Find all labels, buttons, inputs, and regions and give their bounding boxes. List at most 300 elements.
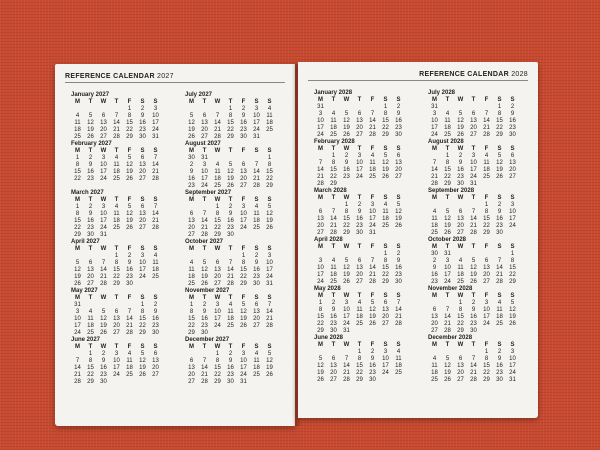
day-cell: 23	[139, 127, 146, 133]
day-cell: 16	[87, 169, 94, 175]
month-block	[314, 335, 412, 384]
weekday-label: S	[267, 295, 272, 301]
day-cell: 28	[214, 134, 221, 140]
day-cell: 19	[266, 365, 273, 371]
day-cell: 6	[458, 356, 463, 362]
day-cell: 8	[215, 358, 220, 364]
day-cell: 3	[75, 309, 80, 315]
header-rule	[308, 80, 528, 81]
day-cell: 24	[509, 370, 516, 376]
day-cell: 27	[356, 279, 363, 285]
day-cell: 22	[113, 274, 120, 280]
day-cell: 29	[382, 132, 389, 138]
day-cell: 23	[343, 174, 350, 180]
weekday-label: S	[254, 295, 259, 301]
month-grid	[185, 197, 283, 239]
day-cell	[467, 104, 480, 111]
month-column	[185, 92, 283, 386]
day-cell: 22	[343, 223, 350, 229]
day-cell: 6	[318, 209, 323, 215]
day-cell: 5	[471, 258, 476, 264]
day-cell: 22	[266, 176, 273, 182]
header-title: REFERENCE CALENDAR	[419, 71, 509, 78]
day-cell: 8	[445, 160, 450, 166]
day-cell	[136, 232, 149, 239]
day-cell: 25	[113, 176, 120, 182]
day-cell: 11	[496, 307, 503, 313]
day-cell: 28	[330, 230, 337, 236]
weekday-label: F	[370, 244, 375, 250]
day-cell: 11	[214, 169, 221, 175]
weekday-label: M	[75, 148, 80, 154]
month-block	[428, 335, 526, 384]
day-cell: 1	[383, 251, 388, 257]
weekday-label: T	[114, 246, 119, 252]
day-cell	[340, 181, 353, 188]
day-cell	[110, 302, 123, 309]
weekday-label: T	[331, 146, 336, 152]
day-cell: 1	[484, 349, 489, 355]
day-cell: 13	[152, 358, 159, 364]
day-cell: 29	[188, 330, 195, 336]
day-cell: 29	[382, 279, 389, 285]
day-cell: 21	[369, 125, 376, 131]
day-cell: 2	[153, 302, 158, 308]
day-cell: 9	[458, 160, 463, 166]
day-cell: 6	[357, 111, 362, 117]
day-cell: 18	[395, 363, 402, 369]
day-cell: 6	[140, 204, 145, 210]
month-title: January 2027	[71, 92, 110, 98]
day-cell: 15	[74, 218, 81, 224]
day-cell: 16	[126, 267, 133, 273]
day-cell: 26	[509, 321, 516, 327]
day-cell: 12	[126, 162, 133, 168]
day-cell: 4	[215, 162, 220, 168]
day-cell: 29	[356, 377, 363, 383]
weekday-label: T	[228, 148, 233, 154]
day-cell: 25	[330, 279, 337, 285]
weekday-label: W	[343, 293, 350, 299]
day-cell: 10	[343, 307, 350, 313]
day-cell: 24	[509, 223, 516, 229]
day-cell: 3	[432, 111, 437, 117]
day-cell: 24	[343, 321, 350, 327]
day-cell: 4	[75, 113, 80, 119]
day-cell: 30	[100, 379, 107, 385]
day-cell: 25	[369, 174, 376, 180]
month-grid	[71, 295, 169, 337]
day-cell: 20	[152, 365, 159, 371]
day-cell	[353, 251, 366, 258]
weekday-label: M	[318, 195, 323, 201]
day-cell: 23	[496, 370, 503, 376]
day-cell: 10	[470, 160, 477, 166]
day-cell: 19	[496, 167, 503, 173]
day-cell: 13	[457, 363, 464, 369]
weekday-label: F	[370, 195, 375, 201]
day-cell: 10	[240, 358, 247, 364]
day-cell: 21	[444, 321, 451, 327]
month-block	[71, 239, 169, 288]
day-cell: 11	[431, 216, 438, 222]
day-cell: 10	[240, 211, 247, 217]
day-cell: 31	[369, 230, 376, 236]
weekday-label: T	[114, 197, 119, 203]
day-cell: 9	[101, 358, 106, 364]
weekday-label: T	[228, 246, 233, 252]
weekday-label: M	[318, 293, 323, 299]
weekday-label: S	[383, 244, 388, 250]
day-cell: 12	[100, 316, 107, 322]
weekday-label: S	[497, 146, 502, 152]
day-cell: 8	[215, 211, 220, 217]
weekday-label: F	[484, 195, 489, 201]
day-cell: 15	[444, 167, 451, 173]
weekday-label: S	[510, 97, 515, 103]
day-cell: 7	[318, 160, 323, 166]
day-cell: 25	[483, 174, 490, 180]
day-cell: 11	[266, 113, 273, 119]
weekday-label: S	[254, 148, 259, 154]
day-cell: 12	[266, 211, 273, 217]
weekday-label: F	[241, 344, 246, 350]
day-cell: 27	[470, 132, 477, 138]
day-cell: 2	[331, 300, 336, 306]
day-cell: 24	[431, 132, 438, 138]
day-cell: 4	[383, 202, 388, 208]
day-cell: 8	[458, 307, 463, 313]
day-cell	[71, 253, 84, 260]
day-cell: 23	[152, 323, 159, 329]
day-cell: 25	[266, 127, 273, 133]
day-cell: 16	[227, 365, 234, 371]
day-cell: 24	[139, 274, 146, 280]
day-cell: 17	[369, 216, 376, 222]
day-cell: 29	[214, 232, 221, 238]
month-title: June 2027	[71, 337, 101, 343]
day-cell: 15	[87, 365, 94, 371]
day-cell: 4	[331, 258, 336, 264]
day-cell	[340, 349, 353, 356]
day-cell: 4	[484, 153, 489, 159]
day-cell: 11	[74, 120, 81, 126]
day-cell: 4	[331, 111, 336, 117]
day-cell: 21	[483, 125, 490, 131]
weekday-label: S	[497, 342, 502, 348]
day-cell: 31	[240, 379, 247, 385]
day-cell	[84, 302, 97, 309]
day-cell: 28	[253, 183, 260, 189]
day-cell: 13	[317, 216, 324, 222]
day-cell: 6	[510, 153, 515, 159]
day-cell	[224, 253, 237, 260]
day-cell	[506, 230, 519, 237]
day-cell: 26	[382, 174, 389, 180]
day-cell: 13	[139, 211, 146, 217]
day-cell: 28	[113, 134, 120, 140]
day-cell: 21	[470, 370, 477, 376]
day-cell: 24	[317, 132, 324, 138]
day-cell: 4	[153, 253, 158, 259]
weekday-label: F	[127, 197, 132, 203]
day-cell: 5	[344, 258, 349, 264]
day-cell: 23	[395, 272, 402, 278]
day-cell	[84, 253, 97, 260]
day-cell	[198, 351, 211, 358]
month-grid	[428, 146, 526, 188]
day-cell: 23	[395, 125, 402, 131]
day-cell: 26	[74, 281, 81, 287]
day-cell: 6	[153, 351, 158, 357]
day-cell: 23	[87, 225, 94, 231]
day-cell: 15	[74, 169, 81, 175]
day-cell: 22	[139, 323, 146, 329]
day-cell: 3	[318, 111, 323, 117]
weekday-label: F	[241, 148, 246, 154]
day-cell	[123, 302, 136, 309]
day-cell: 17	[266, 267, 273, 273]
day-cell: 19	[139, 365, 146, 371]
day-cell: 11	[330, 265, 337, 271]
day-cell: 29	[483, 377, 490, 383]
day-cell: 13	[431, 314, 438, 320]
day-cell: 20	[201, 127, 208, 133]
day-cell: 10	[266, 260, 273, 266]
day-cell: 21	[496, 272, 503, 278]
weekday-label: S	[396, 195, 401, 201]
weekday-label: S	[140, 295, 145, 301]
day-cell: 4	[114, 204, 119, 210]
day-cell: 10	[100, 162, 107, 168]
day-cell: 5	[189, 113, 194, 119]
day-cell: 31	[317, 104, 324, 110]
weekday-label: T	[88, 197, 93, 203]
weekday-label: F	[241, 99, 246, 105]
day-cell: 6	[189, 358, 194, 364]
day-cell: 20	[100, 127, 107, 133]
day-cell	[454, 202, 467, 209]
day-cell: 15	[382, 118, 389, 124]
day-cell	[366, 328, 379, 335]
day-cell: 8	[75, 211, 80, 217]
day-cell: 1	[228, 106, 233, 112]
day-cell: 3	[241, 351, 246, 357]
day-cell: 8	[357, 356, 362, 362]
day-cell: 20	[253, 316, 260, 322]
day-cell: 4	[267, 106, 272, 112]
day-cell: 27	[214, 281, 221, 287]
weekday-label: W	[457, 195, 464, 201]
day-cell	[250, 155, 263, 162]
day-cell: 26	[227, 183, 234, 189]
day-cell: 14	[470, 216, 477, 222]
day-cell: 18	[431, 223, 438, 229]
day-cell: 13	[113, 316, 120, 322]
weekday-label: S	[267, 99, 272, 105]
day-cell: 18	[87, 323, 94, 329]
day-cell: 14	[330, 216, 337, 222]
month-block	[71, 141, 169, 190]
day-cell	[366, 251, 379, 258]
weekday-label: M	[432, 342, 437, 348]
day-cell: 2	[228, 204, 233, 210]
day-cell: 1	[497, 104, 502, 110]
weekday-label: F	[127, 148, 132, 154]
day-cell: 16	[356, 216, 363, 222]
day-cell: 26	[126, 176, 133, 182]
day-cell: 30	[356, 230, 363, 236]
day-cell	[493, 251, 506, 258]
day-cell: 20	[214, 274, 221, 280]
day-cell: 7	[370, 111, 375, 117]
weekday-label: T	[445, 342, 450, 348]
day-cell: 29	[483, 230, 490, 236]
day-cell: 28	[496, 279, 503, 285]
day-cell: 22	[126, 127, 133, 133]
weekday-label: W	[100, 344, 107, 350]
day-cell: 16	[152, 316, 159, 322]
month-block	[428, 90, 526, 139]
day-cell: 12	[74, 267, 81, 273]
day-cell: 9	[396, 258, 401, 264]
day-cell: 13	[201, 120, 208, 126]
day-cell: 3	[101, 155, 106, 161]
day-cell: 14	[152, 162, 159, 168]
day-cell: 7	[471, 209, 476, 215]
day-cell: 3	[267, 253, 272, 259]
day-cell	[340, 251, 353, 258]
day-cell: 11	[431, 363, 438, 369]
day-cell: 8	[114, 260, 119, 266]
day-cell: 7	[228, 260, 233, 266]
day-cell: 17	[317, 125, 324, 131]
day-cell: 7	[75, 358, 80, 364]
day-cell: 18	[330, 272, 337, 278]
day-cell: 1	[445, 153, 450, 159]
day-cell: 30	[330, 328, 337, 334]
weekday-label: M	[75, 99, 80, 105]
day-cell: 7	[114, 113, 119, 119]
header-rule	[65, 82, 285, 83]
day-cell: 26	[470, 279, 477, 285]
weekday-label: W	[343, 195, 350, 201]
header-title: REFERENCE CALENDAR	[65, 73, 155, 80]
day-cell: 23	[253, 274, 260, 280]
day-cell: 10	[100, 211, 107, 217]
day-cell: 15	[343, 216, 350, 222]
weekday-label: T	[202, 246, 207, 252]
day-cell	[314, 251, 327, 258]
day-cell: 21	[395, 314, 402, 320]
day-cell: 31	[266, 281, 273, 287]
weekday-label: S	[153, 197, 158, 203]
weekday-label: S	[383, 146, 388, 152]
day-cell: 16	[201, 316, 208, 322]
weekday-label: T	[88, 148, 93, 154]
weekday-label: F	[127, 344, 132, 350]
day-cell: 3	[370, 202, 375, 208]
day-cell: 27	[139, 176, 146, 182]
day-cell: 6	[383, 300, 388, 306]
day-cell: 18	[496, 314, 503, 320]
day-cell: 27	[100, 134, 107, 140]
day-cell: 18	[227, 316, 234, 322]
weekday-label: M	[189, 148, 194, 154]
weekday-label: F	[127, 246, 132, 252]
day-cell: 8	[510, 258, 515, 264]
weekday-label: S	[510, 293, 515, 299]
weekday-label: W	[100, 295, 107, 301]
month-grid	[314, 146, 412, 188]
day-cell: 27	[317, 230, 324, 236]
weekday-label: T	[357, 146, 362, 152]
weekday-label: W	[343, 146, 350, 152]
day-cell	[250, 232, 263, 239]
day-cell	[185, 351, 198, 358]
day-cell: 24	[369, 223, 376, 229]
day-cell: 29	[317, 328, 324, 334]
day-cell	[441, 104, 454, 111]
day-cell: 18	[266, 120, 273, 126]
day-cell	[237, 232, 250, 239]
day-cell: 29	[457, 328, 464, 334]
day-cell: 14	[431, 167, 438, 173]
day-cell: 18	[253, 365, 260, 371]
day-cell: 22	[87, 372, 94, 378]
day-cell: 3	[471, 153, 476, 159]
weekday-label: S	[497, 97, 502, 103]
day-cell: 13	[382, 307, 389, 313]
day-cell: 3	[510, 349, 515, 355]
weekday-label: F	[484, 244, 489, 250]
weekday-label: S	[153, 99, 158, 105]
day-cell: 14	[369, 118, 376, 124]
weekday-label: T	[228, 99, 233, 105]
day-cell	[263, 134, 276, 141]
day-cell: 27	[188, 379, 195, 385]
day-cell: 19	[100, 323, 107, 329]
day-cell: 28	[100, 281, 107, 287]
day-cell: 9	[228, 211, 233, 217]
day-cell	[392, 230, 405, 237]
month-block	[185, 239, 283, 288]
day-cell: 8	[331, 160, 336, 166]
day-cell: 11	[87, 316, 94, 322]
weekday-label: F	[370, 293, 375, 299]
day-cell: 2	[497, 349, 502, 355]
day-cell: 26	[369, 321, 376, 327]
day-cell: 3	[318, 258, 323, 264]
day-cell: 18	[214, 176, 221, 182]
day-cell: 15	[483, 216, 490, 222]
day-cell: 6	[471, 111, 476, 117]
day-cell	[353, 104, 366, 111]
weekday-label: F	[370, 342, 375, 348]
day-cell: 17	[431, 125, 438, 131]
day-cell: 7	[153, 204, 158, 210]
day-cell: 27	[87, 281, 94, 287]
day-cell	[211, 253, 224, 260]
day-cell: 17	[483, 314, 490, 320]
day-cell	[327, 251, 340, 258]
day-cell: 26	[240, 323, 247, 329]
day-cell	[211, 155, 224, 162]
month-grid	[314, 195, 412, 237]
day-cell	[327, 202, 340, 209]
day-cell: 8	[318, 307, 323, 313]
day-cell: 13	[457, 216, 464, 222]
